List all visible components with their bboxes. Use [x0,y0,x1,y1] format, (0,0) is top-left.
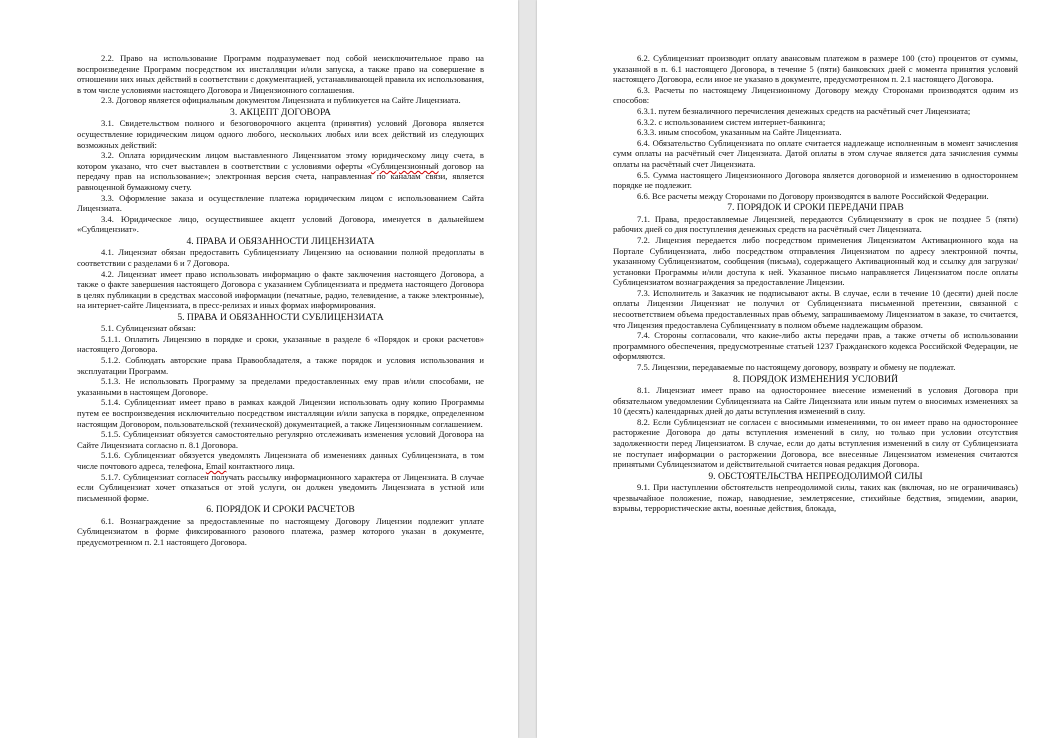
paragraph: 7.5. Лицензии, передаваемые по настоящему договору, возврату и обмену не подлежат. [637,362,956,373]
section-heading: 9. ОБСТОЯТЕЛЬСТВА НЕПРЕОДОЛИМОЙ СИЛЫ [708,470,923,482]
paragraph: 4.2. Лицензиат имеет право использовать информацию о факте заключения настоящего Договора, а также о факте завершения настоящего Договора с указанием Сублицензиата и предмета настоящего Договора в целях публикации в средствах массовой информации (печатные, радио, телевидение, а также электронные), на интернет-сайте Лицензиата, в пресс-релизах и иных формах информирования. [77,268,484,311]
section-heading: 6. ПОРЯДОК И СРОКИ РАСЧЕТОВ [206,504,355,516]
paragraph: 7.3. Исполнитель и Заказчик не подписывают акты. В случае, если в течение 10 (десяти) дней после оплаты Лицензии Лицензиат не получил от Сублицензиата письменной претензии, связанной с несоответствием объема предоставленных прав объему, запрашиваемому Лицензиатом в заказе, то считается, что Лицензия предоставлена Сублицензиату в полном объеме надлежащим образом. [613,287,1018,330]
paragraph: 6.3.2. с использованием систем интернет-банкинга; [637,116,826,127]
paragraph: 3.4. Юридическое лицо, осуществившее акцепт условий Договора, именуется в дальнейшем «Сублицензиат». [77,213,484,235]
paragraph: 5.1.7. Сублицензиат согласен получать рассылку информационного характера от Лицензиата. В случае если Сублицензиат хочет отказаться от этой услуги, он должен уведомить Лицензиата в устной или письменной форме. [77,471,484,503]
document-page-left [0,0,518,738]
section-heading: 8. ПОРЯДОК ИЗМЕНЕНИЯ УСЛОВИЙ [732,373,899,385]
section-heading: 7. ПОРЯДОК И СРОКИ ПЕРЕДАЧИ ПРАВ [727,202,904,214]
paragraph: 6.5. Сумма настоящего Лицензионного Договора является договорной и изменению в одностороннем порядке не подлежит. [613,169,1018,191]
paragraph: 7.1. Права, предоставляемые Лицензией, передаются Сублицензиату в срок не позднее 5 (пяти) рабочих дней со дня поступления денежных средств на расчётный счет Лицензиата. [613,213,1018,235]
spellcheck-flagged-word: Email [205,461,227,471]
section-heading: 5. ПРАВА И ОБЯЗАННОСТИ СУБЛИЦЕНЗИАТА [177,311,384,323]
document-page-right [537,0,1052,738]
paragraph: 6.3. Расчеты по настоящему Лицензионному Договору между Сторонами производятся одним из способов: [613,84,1018,106]
section-heading: 3. АКЦЕПТ ДОГОВОРА [230,106,331,118]
spellcheck-flagged-word: Сублицензионный [370,160,439,171]
paragraph: 3.1. Свидетельством полного и безоговорочного акцепта (принятия) условий Договора является осуществление юридическим лицом одного любого, нескольких любых или всех действий из следующих возможных действий: [77,118,484,150]
paragraph: 6.6. Все расчеты между Сторонами по Договору производятся в валюте Российской Федерации. [637,190,989,201]
paragraph: 6.2. Сублицензиат производит оплату авансовым платежом в размере 100 (сто) процентов от суммы, указанной в п. 6.1 настоящего Договора, в течение 5 (пяти) банковских дней с момента принятия условий настоящего Договора, если иное не указано в документе, предусмотренном п. 2.1 настоящего Договора. [613,53,1018,85]
paragraph: 5.1.3. Не использовать Программу за пределами предоставленных ему прав и/или способами, не указанными в настоящем Договоре. [77,376,484,397]
paragraph: 6.3.1. путем безналичного перечисления денежных средств на расчётный счет Лицензиата; [637,105,971,116]
paragraph: 8.1. Лицензиат имеет право на одностороннее внесение изменений в условия Договора при обязательном уведомлении Сублицензиата на Сайте Лицензиата или иным путем о вносимых изменениях за 10 (десять) календарных дней до даты вступления изменений в силу. [613,385,1018,417]
page-right-text [613,53,1018,514]
paragraph: 4.1. Лицензиат обязан предоставить Сублицензиату Лицензию на основании полной предоплаты в соответствии с разделами 6 и 7 Договора. [77,247,484,268]
paragraph: 5.1.4. Сублицензиат имеет право в рамках каждой Лицензии использовать одну копию Программы путем ее воспроизведения исключительно посредством инсталляции и/или запуска в порядке, определенном настоящим Договором, пользовательской (технической) документацией, а также Лицензионным соглашением. [77,397,484,429]
paragraph: 6.4. Обязательство Сублицензиата по оплате считается надлежаще исполненным в момент зачисления сумм оплаты на расчётный счет Лицензиата. Датой оплаты в этом случае является дата зачисления суммы оплаты на расчётный счет Лицензиата. [613,137,1018,169]
paragraph: 5.1.2. Соблюдать авторские права Правообладателя, а также порядок и условия использования и эксплуатации Программ. [77,355,484,376]
page-left-text [77,53,484,548]
paragraph: 7.2. Лицензия передается либо посредством применения Лицензиатом Активационного кода на Портале Сублицензиата, либо посредством отправления Лицензиатом по адресу электронной почты, указанному Сублицензиатом, сообщения (письма), содержащего Активационный код и ссылку для загрузки/установки Программы и/или доступа к ней. Указанное письмо направляется Лицензиатом после оплаты Сублицензиатом вознаграждения за предоставление Лицензии. [613,234,1018,288]
paragraph: 5.1.5. Сублицензиат обязуется самостоятельно регулярно отслеживать изменения условий Договора на Сайте Лицензиата согласно п. 8.1 Договора. [77,429,484,450]
paragraph: 5.1. Сублицензиат обязан: [101,323,196,334]
paragraph: 2.3. Договор является официальным документом Лицензиата и публикуется на Сайте Лицензиата. [101,95,461,106]
paragraph: 9.1. При наступлении обстоятельств непреодолимой силы, таких как (включая, но не ограничиваясь) чрезвычайное положение, пожар, наводнение, землетрясение, стихийные бедствия, эпидемии, аварии, взрывы, террористические акты, военные действия, блокада, [613,482,1018,514]
paragraph: 6.3.3. иным способом, указанным на Сайте Лицензиата. [637,127,842,138]
paragraph: 3.3. Оформление заказа и осуществление платежа юридическим лицом с использованием Сайта Лицензиата. [77,192,484,214]
paragraph: 5.1.1. Оплатить Лицензию в порядке и сроки, указанные в разделе 6 «Порядок и сроки расчетов» настоящего Договора. [77,333,484,355]
paragraph: 3.2. Оплата юридическим лицом выставленного Лицензиатом этому юридическому лицу счета, в котором указано, что счет выставлен в соответствии с условиями оферты «Сублицензионный договор на передачу прав на использование»; электронная версия счета, направленная по каналам связи, является равноценной бумажному счету. [77,150,484,192]
paragraph: 2.2. Право на использование Программ подразумевает под собой неисключительное право на воспроизведение Программ посредством их инсталляции и/или запуска, а также право на совершение в отношении них иных действий в соответствии с документацией, устанавливающей правила их использования, в том числе условиями настоящего Договора и Лицензионного соглашения. [77,53,484,95]
paragraph: 7.4. Стороны согласовали, что какие-либо акты передачи прав, а также отчеты об использовании программного обеспечения, предусмотренные статьей 1237 Гражданского кодекса Российской Федерации, не оформляются. [613,330,1018,362]
section-heading: 4. ПРАВА И ОБЯЗАННОСТИ ЛИЦЕНЗИАТА [186,235,375,247]
paragraph: 6.1. Вознаграждение за предоставленные по настоящему Договору Лицензии подлежит уплате Сублицензиатом в форме фиксированного разового платежа, размер которого указан в документе, предусмотренном п. 2.1 настоящего Договора. [77,515,484,547]
paragraph: 5.1.6. Сублицензиат обязуется уведомлять Лицензиата об изменениях данных Сублицензиата, в том числе почтового адреса, телефона, Email контактного лица. [77,450,484,471]
paragraph: 8.2. Если Сублицензиат не согласен с вносимыми изменениями, то он имеет право на одностороннее расторжение Договора до даты вступления изменений в силу, но только при условии отсутствия задолженности перед Лицензиатом. В случае, если до даты вступления изменений в силу от Сублицензиата не поступает информации о расторжении Договора, все внесенные Лицензиатом изменения считаются принятыми Сублицензиатом и действительной считается новая редакция Договора. [613,416,1018,470]
